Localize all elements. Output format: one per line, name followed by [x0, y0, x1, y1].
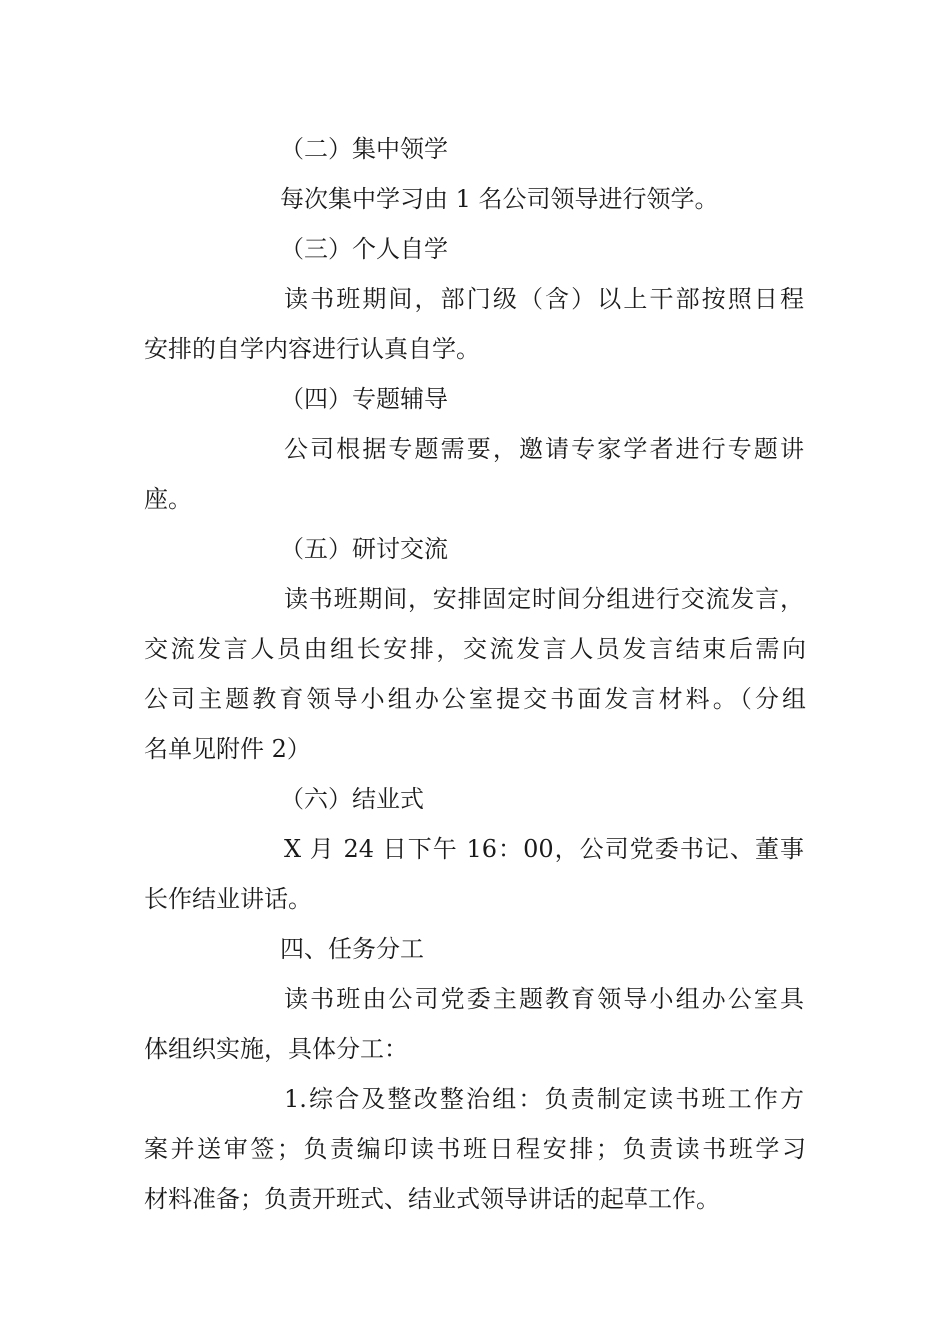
heading-task-division: 四、任务分工 [280, 935, 424, 963]
paragraph-line: 每次集中学习由 1 名公司领导进行领学。 [280, 185, 719, 213]
heading-special-tutoring: （四）专题辅导 [280, 385, 448, 413]
paragraph-line: X 月 24 日下午 16：00，公司党委书记、董事 [284, 835, 804, 863]
paragraph-line: 体组织实施，具体分工： [144, 1035, 408, 1063]
heading-self-study: （三）个人自学 [280, 235, 448, 263]
paragraph-line: 公司主题教育领导小组办公室提交书面发言材料。（分组 [144, 685, 806, 713]
heading-discussion: （五）研讨交流 [280, 535, 448, 563]
paragraph-line: 1.综合及整改整治组：负责制定读书班工作方 [284, 1085, 804, 1113]
paragraph-line: 座。 [144, 485, 192, 513]
paragraph-line: 案并送审签；负责编印读书班日程安排；负责读书班学习 [144, 1135, 806, 1163]
paragraph-line: 交流发言人员由组长安排，交流发言人员发言结束后需向 [144, 635, 806, 663]
heading-closing-ceremony: （六）结业式 [280, 785, 424, 813]
paragraph-line: 读书班期间，安排固定时间分组进行交流发言， [284, 585, 804, 613]
paragraph-line: 长作结业讲话。 [144, 885, 312, 913]
paragraph-line: 公司根据专题需要，邀请专家学者进行专题讲 [284, 435, 804, 463]
paragraph-line: 材料准备；负责开班式、结业式领导讲话的起草工作。 [144, 1185, 720, 1213]
heading-centralized-study: （二）集中领学 [280, 135, 448, 163]
paragraph-line: 读书班期间，部门级（含）以上干部按照日程 [284, 285, 804, 313]
paragraph-line: 安排的自学内容进行认真自学。 [144, 335, 480, 363]
paragraph-line: 读书班由公司党委主题教育领导小组办公室具 [284, 985, 804, 1013]
paragraph-line: 名单见附件 2） [144, 735, 311, 763]
